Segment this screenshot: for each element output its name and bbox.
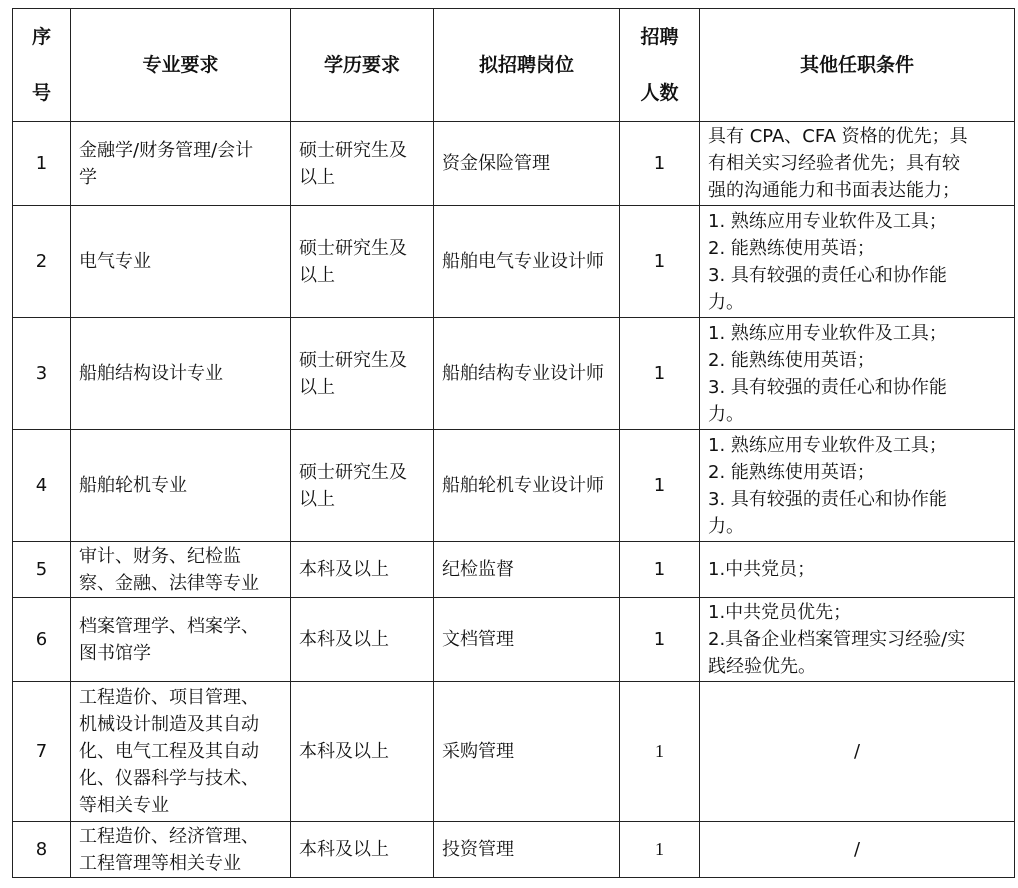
edu-line: 本科及以上 (299, 629, 389, 650)
row-position: 纪检监督 (434, 542, 620, 598)
row-major (71, 682, 291, 822)
row-count: 1 (620, 598, 700, 682)
table-row (13, 318, 1015, 430)
major-line: 机械设计制造及其自动 (79, 714, 259, 735)
header-row (13, 9, 1015, 122)
major-line: 电气专业 (79, 251, 151, 272)
row-position: 投资管理 (434, 822, 620, 878)
edu-line: 以上 (299, 166, 335, 188)
row-major (71, 542, 291, 598)
edu-line: 硕士研究生及 (299, 461, 407, 483)
condition-line: 强的沟通能力和书面表达能力； (708, 180, 960, 201)
row-position: 船舶电气专业设计师 (434, 206, 620, 318)
row-seq: 3 (13, 318, 71, 430)
edu-line: 以上 (299, 264, 335, 286)
major-line: 等相关专业 (79, 795, 169, 816)
condition-line: 2. 能熟练使用英语； (708, 349, 875, 371)
row-major (71, 206, 291, 318)
condition-line: 1. 熟练应用专业软件及工具； (708, 322, 947, 344)
row-count: 1 (620, 206, 700, 318)
row-major (71, 122, 291, 206)
row-count: 1 (620, 822, 700, 878)
condition-line: 3. 具有较强的责任心和协作能 (708, 488, 947, 510)
condition-line: 2. 能熟练使用英语； (708, 461, 875, 483)
header-position: 拟招聘岗位 (434, 9, 620, 122)
condition-line: 3. 具有较强的责任心和协作能 (708, 264, 947, 286)
row-count: 1 (620, 682, 700, 822)
row-conditions (700, 822, 1015, 878)
row-education (291, 430, 434, 542)
row-conditions (700, 206, 1015, 318)
header-count-line1: 招聘 (640, 26, 679, 48)
header-education: 学历要求 (291, 9, 434, 122)
row-seq: 2 (13, 206, 71, 318)
condition-line: 3. 具有较强的责任心和协作能 (708, 376, 947, 398)
edu-line: 本科及以上 (299, 559, 389, 580)
row-education (291, 682, 434, 822)
table-row (13, 598, 1015, 682)
condition-line: 2.具备企业档案管理实习经验/实 (708, 629, 966, 650)
row-conditions (700, 122, 1015, 206)
major-line: 图书馆学 (79, 642, 151, 664)
header-seq-line1: 序 (31, 26, 51, 48)
header-count (620, 9, 700, 122)
condition-line: 1. 熟练应用专业软件及工具； (708, 210, 947, 232)
major-line: 化、仪器科学与技术、 (79, 768, 259, 789)
major-line: 金融学/财务管理/会计 (79, 139, 254, 161)
major-line: 船舶轮机专业 (79, 475, 187, 496)
row-education (291, 318, 434, 430)
row-count: 1 (620, 122, 700, 206)
condition-line: 2. 能熟练使用英语； (708, 237, 875, 259)
row-education (291, 542, 434, 598)
major-line: 审计、财务、纪检监 (79, 545, 241, 567)
row-major (71, 598, 291, 682)
major-line: 察、金融、法律等专业 (79, 572, 259, 594)
header-seq-line2: 号 (31, 82, 51, 104)
row-conditions (700, 598, 1015, 682)
row-seq: 5 (13, 542, 71, 598)
row-major (71, 318, 291, 430)
row-conditions (700, 318, 1015, 430)
edu-line: 以上 (299, 376, 335, 398)
major-line: 工程造价、项目管理、 (79, 687, 259, 708)
major-line: 船舶结构设计专业 (79, 363, 223, 384)
row-seq: 8 (13, 822, 71, 878)
row-major (71, 430, 291, 542)
condition-line: 践经验优先。 (708, 656, 816, 677)
row-count: 1 (620, 430, 700, 542)
condition-line: 力。 (708, 403, 744, 425)
row-conditions (700, 682, 1015, 822)
header-major: 专业要求 (71, 9, 291, 122)
condition-line: 力。 (708, 515, 744, 537)
row-seq: 1 (13, 122, 71, 206)
row-position: 船舶结构专业设计师 (434, 318, 620, 430)
row-position: 资金保险管理 (434, 122, 620, 206)
row-position: 文档管理 (434, 598, 620, 682)
table-row (13, 122, 1015, 206)
major-line: 工程造价、经济管理、 (79, 825, 259, 847)
condition-line: 1.中共党员优先； (708, 602, 852, 623)
recruitment-table (12, 8, 1015, 878)
condition-line: 力。 (708, 291, 744, 313)
row-conditions (700, 430, 1015, 542)
condition-line: / (853, 741, 861, 762)
row-count: 1 (620, 318, 700, 430)
header-count-line2: 人数 (640, 82, 679, 104)
row-education (291, 206, 434, 318)
row-education (291, 822, 434, 878)
condition-line: 有相关实习经验者优先；具有较 (708, 153, 960, 174)
condition-line: / (853, 839, 861, 860)
row-position: 船舶轮机专业设计师 (434, 430, 620, 542)
edu-line: 本科及以上 (299, 741, 389, 762)
table-row (13, 206, 1015, 318)
major-line: 工程管理等相关专业 (79, 852, 241, 874)
row-major (71, 822, 291, 878)
condition-line: 1. 熟练应用专业软件及工具； (708, 434, 947, 456)
row-count: 1 (620, 542, 700, 598)
major-line: 档案管理学、档案学、 (79, 615, 259, 637)
table-row (13, 822, 1015, 878)
edu-line: 本科及以上 (299, 839, 389, 860)
condition-line: 1.中共党员； (708, 559, 816, 580)
edu-line: 以上 (299, 488, 335, 510)
row-seq: 4 (13, 430, 71, 542)
condition-line: 具有 CPA、CFA 资格的优先；具 (708, 126, 968, 147)
row-seq: 6 (13, 598, 71, 682)
row-seq: 7 (13, 682, 71, 822)
edu-line: 硕士研究生及 (299, 349, 407, 371)
row-education (291, 598, 434, 682)
major-line: 学 (79, 166, 97, 188)
header-seq (13, 9, 71, 122)
row-education (291, 122, 434, 206)
table-row (13, 542, 1015, 598)
row-conditions (700, 542, 1015, 598)
header-other-conditions: 其他任职条件 (700, 9, 1015, 122)
edu-line: 硕士研究生及 (299, 237, 407, 259)
row-position: 采购管理 (434, 682, 620, 822)
edu-line: 硕士研究生及 (299, 139, 407, 161)
table-row (13, 430, 1015, 542)
table-row (13, 682, 1015, 822)
major-line: 化、电气工程及其自动 (79, 741, 259, 762)
